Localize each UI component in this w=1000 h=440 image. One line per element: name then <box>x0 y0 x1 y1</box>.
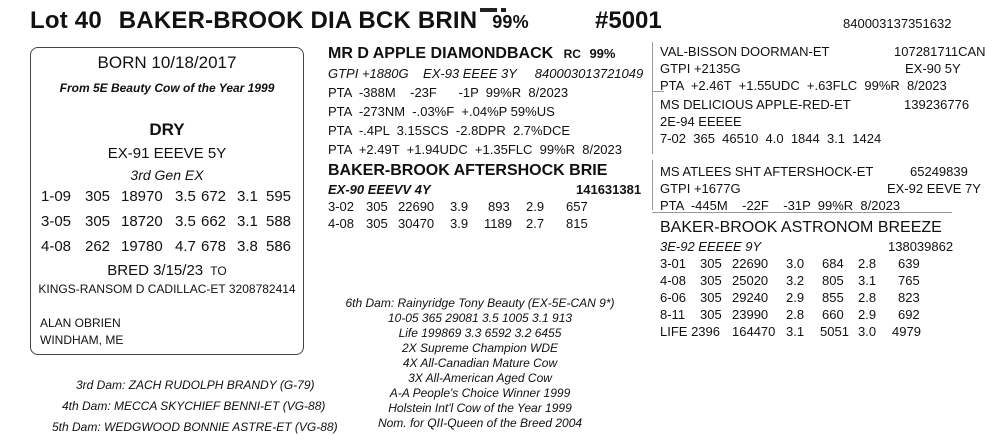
sixth-dam-line: Nom. for QII-Queen of the Breed 2004 <box>377 416 583 430</box>
registration-number: 840003137351632 <box>843 16 952 31</box>
fifth-dam: 5th Dam: WEDGWOOD BONNIE ASTRE-ET (VG-88) <box>52 420 338 434</box>
dam-dam-record-row: 8-11 305 23990 2.8 660 2.9 692 <box>660 307 920 322</box>
dam-dam-name: BAKER-BROOK ASTRONOM BREEZE <box>660 219 942 236</box>
owner-location: WINDHAM, ME <box>40 333 124 347</box>
pedigree-bracket <box>652 42 653 154</box>
classification: EX-91 EEEVE 5Y <box>107 145 227 162</box>
sire-dam-name: MS DELICIOUS APPLE-RED-ET <box>660 97 851 112</box>
sixth-dam-line: 3X All-American Aged Cow <box>408 371 552 385</box>
dam-dam-classification: 3E-92 EEEEE 9Y <box>660 239 762 254</box>
sire-sire-class: EX-90 5Y <box>905 61 961 76</box>
sire-pta-line: PTA -.4PL 3.15SCS -2.8DPR 2.7%DCE <box>328 123 571 138</box>
sire-gtpi-line: GTPI +1880G EX-93 EEEE 3Y 840003013721049 <box>328 66 644 81</box>
sire-pta-line: PTA -388M -23F -1P 99%R 8/2023 <box>328 85 569 100</box>
birth-date: BORN 10/18/2017 <box>97 53 237 72</box>
dam-name: BAKER-BROOK AFTERSHOCK BRIE <box>328 162 608 179</box>
sire-percent: 99% <box>589 46 616 61</box>
sire-rc: RC <box>563 47 581 61</box>
dam-sire-gtpi: GTPI +1677G <box>660 181 741 196</box>
sire-sire-gtpi: GTPI +2135G <box>660 61 741 76</box>
cow-number: #5001 <box>595 7 662 34</box>
pedigree-bracket <box>652 160 653 210</box>
top-edge-strip <box>0 0 1000 4</box>
owner-name: ALAN OBRIEN <box>40 316 121 330</box>
dam-dam-record-row: 6-06 305 29240 2.9 855 2.8 823 <box>660 290 920 305</box>
dam-classification: EX-90 EEEVV 4Y <box>328 182 431 197</box>
sire-dam-class: 2E-94 EEEEE <box>660 114 742 129</box>
dam-dam-lifetime-row: LIFE 2396 164470 3.1 5051 3.0 4979 <box>660 324 921 339</box>
sixth-dam-line: A-A People's Choice Winner 1999 <box>389 386 571 400</box>
sire-dam-record: 7-02 365 46510 4.0 1844 3.1 1424 <box>660 131 882 146</box>
sixth-dam-heading: 6th Dam: Rainyridge Tony Beauty (EX-5E-CAN 9*) <box>345 296 615 310</box>
animal-percent: 99% <box>492 12 529 32</box>
generation: 3rd Gen EX <box>130 167 204 183</box>
info-box: BORN 10/18/2017 From 5E Beauty Cow of the Year 1999 DRY EX-91 EEEVE 5Y 3rd Gen EX 1-09 305 18970 3.5 672 3.1 595 3-05 305 18720 3.5 662 3.1 588 4-08 262 19780 4.7 678 3.8 586 BRED 3/15/23 TO KINGS-RANSOM D CADILLAC-ET 3208782414 ALAN OBRIEN WINDHAM, ME <box>30 47 304 355</box>
sire-pta-line: PTA -273NM -.03%F +.04%P 59%US <box>328 104 555 119</box>
dam-sire-pta: PTA -445M -22F -31P 99%R 8/2023 <box>660 198 901 213</box>
sixth-dam-line: 10-05 365 29081 3.5 1005 3.1 913 <box>387 311 573 325</box>
dam-dam-record-row: 4-08 305 25020 3.2 805 3.1 765 <box>660 273 920 288</box>
dam-dam-reg: 138039862 <box>888 239 954 254</box>
sixth-dam-line: Holstein Int'l Cow of the Year 1999 <box>388 401 572 415</box>
sire-sire-name: VAL-BISSON DOORMAN-ET <box>660 44 830 59</box>
sire-name: MR D APPLE DIAMONDBACK RC 99% <box>328 45 616 62</box>
service-sire: KINGS-RANSOM D CADILLAC-ET 3208782414 <box>38 282 296 296</box>
lot-title <box>30 7 529 35</box>
dam-sire-name: MS ATLEES SHT AFTERSHOCK-ET <box>660 164 874 179</box>
sire-sire-pta: PTA +2.46T +1.55UDC +.63FLC 99%R 8/2023 <box>660 78 947 93</box>
sixth-dam-line: Life 199869 3.3 6592 3.2 6455 <box>398 326 562 340</box>
sixth-dam-line: 4X All-Canadian Mature Cow <box>402 356 558 370</box>
family-note: From 5E Beauty Cow of the Year 1999 <box>59 81 275 95</box>
animal-name: BAKER-BROOK DIA BCK BRIN <box>118 7 478 34</box>
status-label: DRY <box>149 120 185 139</box>
bred-to-word: TO <box>210 264 227 278</box>
fourth-dam: 4th Dam: MECCA SKYCHIEF BENNI-ET (VG-88) <box>62 399 326 413</box>
dam-record-row: 4-08 305 30470 3.9 1189 2.7 815 <box>328 216 588 231</box>
dam-sire-reg: 65249839 <box>910 164 968 179</box>
bred-line <box>31 262 303 279</box>
dam-record-row: 3-02 305 22690 3.9 893 2.9 657 <box>328 199 588 214</box>
lot-number: Lot 40 <box>30 7 102 34</box>
third-dam: 3rd Dam: ZACH RUDOLPH BRANDY (G-79) <box>76 378 315 392</box>
sire-pta-line: PTA +2.49T +1.94UDC +1.35FLC 99%R 8/2023 <box>328 142 622 157</box>
bred-date: BRED 3/15/23 <box>107 262 204 279</box>
sire-dam-reg: 139236776 <box>904 97 970 112</box>
dam-reg: 141631381 <box>576 182 642 197</box>
dam-dam-record-row: 3-01 305 22690 3.0 684 2.8 639 <box>660 256 920 271</box>
sixth-dam-line: 2X Supreme Champion WDE <box>401 341 559 355</box>
sire-sire-reg: 107281711CAN <box>894 44 986 59</box>
dam-sire-class: EX-92 EEVE 7Y <box>887 181 981 196</box>
